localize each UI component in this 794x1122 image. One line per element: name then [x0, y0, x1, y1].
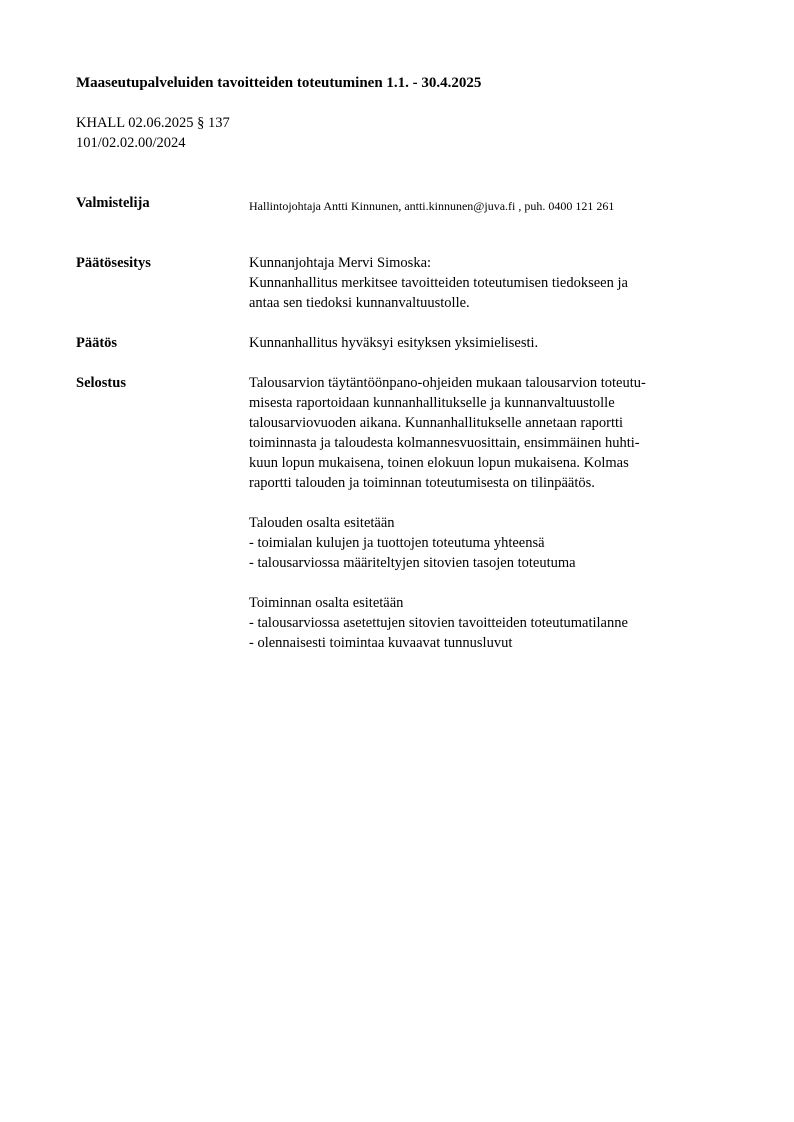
valmistelija-section	[249, 196, 749, 216]
selostus-p2-line: Talouden osalta esitetään	[249, 515, 395, 531]
paatos-section	[249, 333, 749, 353]
selostus-p1-line: kuun lopun mukaisena, toinen elokuun lopun mukaisena. Kolmas	[249, 455, 629, 471]
valmistelija-label: Valmistelija	[76, 195, 150, 211]
paragraph-gap	[249, 493, 749, 513]
selostus-p3-line: - talousarviossa asetettujen sitovien tavoitteiden toteutumatilanne	[249, 615, 628, 631]
selostus-p1-line: toiminnasta ja taloudesta kolmannesvuosittain, ensimmäinen huhti-	[249, 435, 640, 451]
paatosesitys-line: Kunnanjohtaja Mervi Simoska:	[249, 255, 432, 271]
paatosesitys-label: Päätösesitys	[76, 255, 151, 271]
selostus-p1-line: misesta raportoidaan kunnanhallitukselle ja kunnanvaltuustolle	[249, 395, 615, 411]
selostus-p2-line: - talousarviossa määriteltyjen sitovien tasojen toteutuma	[249, 555, 576, 571]
paatosesitys-line: Kunnanhallitus merkitsee tavoitteiden toteutumisen tiedokseen ja	[249, 275, 628, 291]
paatos-text: Kunnanhallitus hyväksyi esityksen yksimielisesti.	[249, 335, 539, 351]
selostus-section	[249, 373, 749, 653]
meeting-reference: KHALL 02.06.2025 § 137	[76, 115, 230, 131]
document-title: Maaseutupalveluiden tavoitteiden toteutuminen 1.1. - 30.4.2025	[76, 75, 482, 91]
selostus-label: Selostus	[76, 375, 126, 391]
paatos-label: Päätös	[76, 335, 118, 351]
record-number: 101/02.02.00/2024	[76, 135, 186, 151]
paragraph-gap	[249, 573, 749, 593]
selostus-p1-line: Talousarvion täytäntöönpano-ohjeiden mukaan talousarvion toteutu-	[249, 375, 646, 391]
selostus-p1-line: raportti talouden ja toiminnan toteutumisesta on tilinpäätös.	[249, 475, 595, 491]
selostus-p3-line: Toiminnan osalta esitetään	[249, 595, 404, 611]
paatosesitys-line: antaa sen tiedoksi kunnanvaltuustolle.	[249, 295, 470, 311]
selostus-p1-line: talousarviovuoden aikana. Kunnanhallitukselle annetaan raportti	[249, 415, 624, 431]
valmistelija-text: Hallintojohtaja Antti Kinnunen, antti.kinnunen@juva.fi , puh. 0400 121 261	[249, 199, 615, 213]
selostus-p3-line: - olennaisesti toimintaa kuvaavat tunnusluvut	[249, 635, 513, 651]
paatosesitys-section	[249, 253, 749, 313]
selostus-p2-line: - toimialan kulujen ja tuottojen toteutuma yhteensä	[249, 535, 545, 551]
